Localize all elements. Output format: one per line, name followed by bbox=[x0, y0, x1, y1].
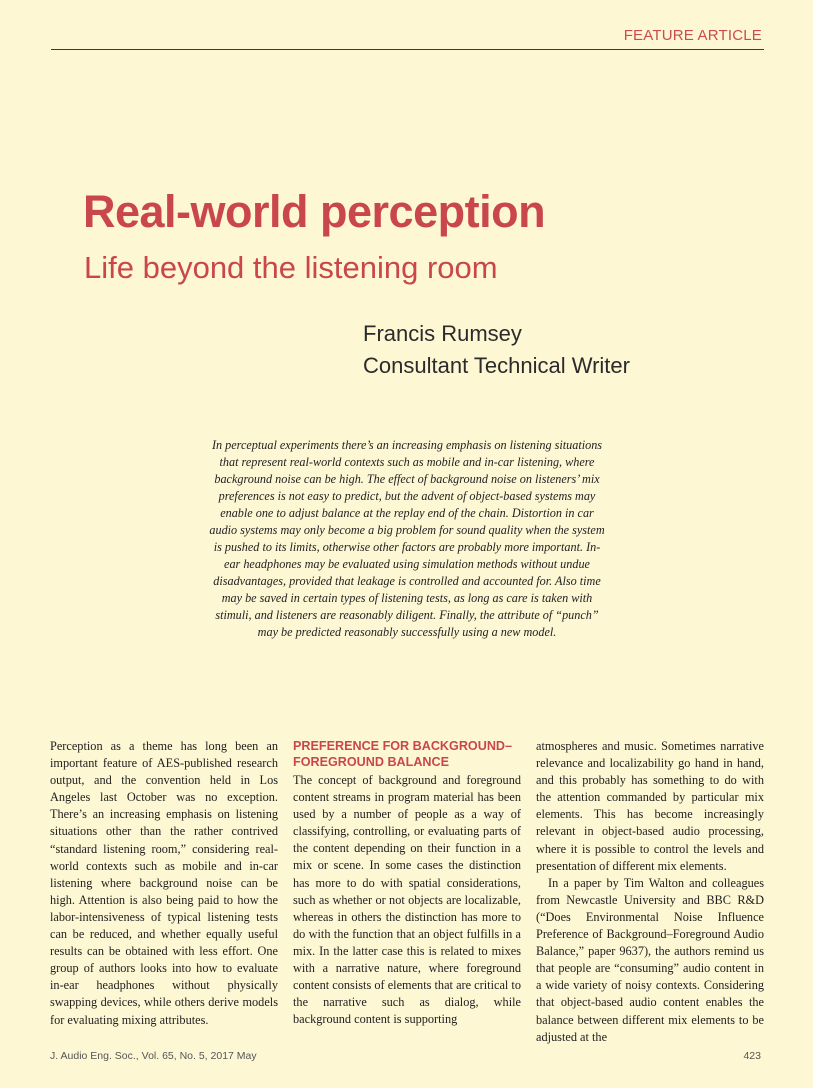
body-column-1 bbox=[50, 738, 278, 1029]
author-name: Francis Rumsey bbox=[363, 321, 522, 346]
header-rule bbox=[51, 49, 764, 50]
section-heading: PREFERENCE FOR BACKGROUND–FOREGROUND BALANCE bbox=[293, 739, 513, 769]
body-paragraph-continued: atmospheres and music. Sometimes narrative relevance and localizability go hand in hand, and this probably has something to do with the attention commanded by particular mix elements. This has become increasingly relevant in object-based audio processing, where it is possible to control the levels and presentation of different mix elements. bbox=[536, 739, 764, 873]
journal-citation: J. Audio Eng. Soc., Vol. 65, No. 5, 2017 May bbox=[50, 1050, 257, 1062]
section-label: FEATURE ARTICLE bbox=[623, 27, 762, 44]
article-title: Real-world perception bbox=[83, 186, 546, 237]
page-number: 423 bbox=[743, 1050, 761, 1062]
body-column-3 bbox=[536, 738, 764, 1046]
body-paragraph: The concept of background and foreground content streams in program material has been used by a number of people as a way of classifying, controlling, or evaluating parts of the content depending on their function in a mix or scene. In some cases the distinction has more to do with spatial considerations, such as whether or not objects are localizable, whereas in others the distinction has more to do with the function that an object fulfills in a mix. In the latter case this is related to mixes with a narrative nature, where foreground content consists of elements that are critical to the narrative such as dialog, while background content is supporting bbox=[293, 773, 521, 1027]
body-column-2 bbox=[293, 738, 521, 1028]
body-paragraph: In a paper by Tim Walton and colleagues from Newcastle University and BBC R&D (“Does Environmental Noise Influence Preference of Background–Foreground Audio Balance,” paper 9637), the authors remind us that people are “consuming” audio content in a wide variety of noisy contexts. Considering that object-based audio content enables the balance between different mix elements to be adjusted at the bbox=[536, 875, 764, 1044]
author-role: Consultant Technical Writer bbox=[363, 353, 630, 378]
article-subtitle: Life beyond the listening room bbox=[84, 250, 498, 285]
body-paragraph: Perception as a theme has long been an important feature of AES-published research output, and the convention held in Los Angeles last October was no exception. There’s an increasing emphasis on listening situations other than the rather contrived “standard listening room,” considering real-world contexts such as mobile and in-car listening where background noise can be high. Attention is also being paid to how the labor-intensiveness of typical listening tests can be reduced, and whether equally useful results can be obtained with less effort. One group of authors looks into how to evaluate in-ear headphones without physically swapping devices, while others derive models for evaluating mixing attributes. bbox=[50, 739, 278, 1027]
author-block bbox=[363, 318, 630, 382]
abstract: In perceptual experiments there’s an increasing emphasis on listening situations that represent real-world contexts such as mobile and in-car listening, where background noise can be high. The effect of background noise on listeners’ mix preferences is not easy to predict, but the advent of object-based systems may enable one to adjust balance at the replay end of the chain. Distortion in car audio systems may only become a big problem for sound quality when the system is pushed to its limits, otherwise other factors are probably more important. In-ear headphones may be evaluated using simulation methods without undue disadvantages, provided that leakage is controlled and accounted for. Also time may be saved in certain types of listening tests, as long as care is taken with stimuli, and listeners are reasonably diligent. Finally, the attribute of “punch” may be predicted reasonably successfully using a new model. bbox=[209, 438, 605, 639]
